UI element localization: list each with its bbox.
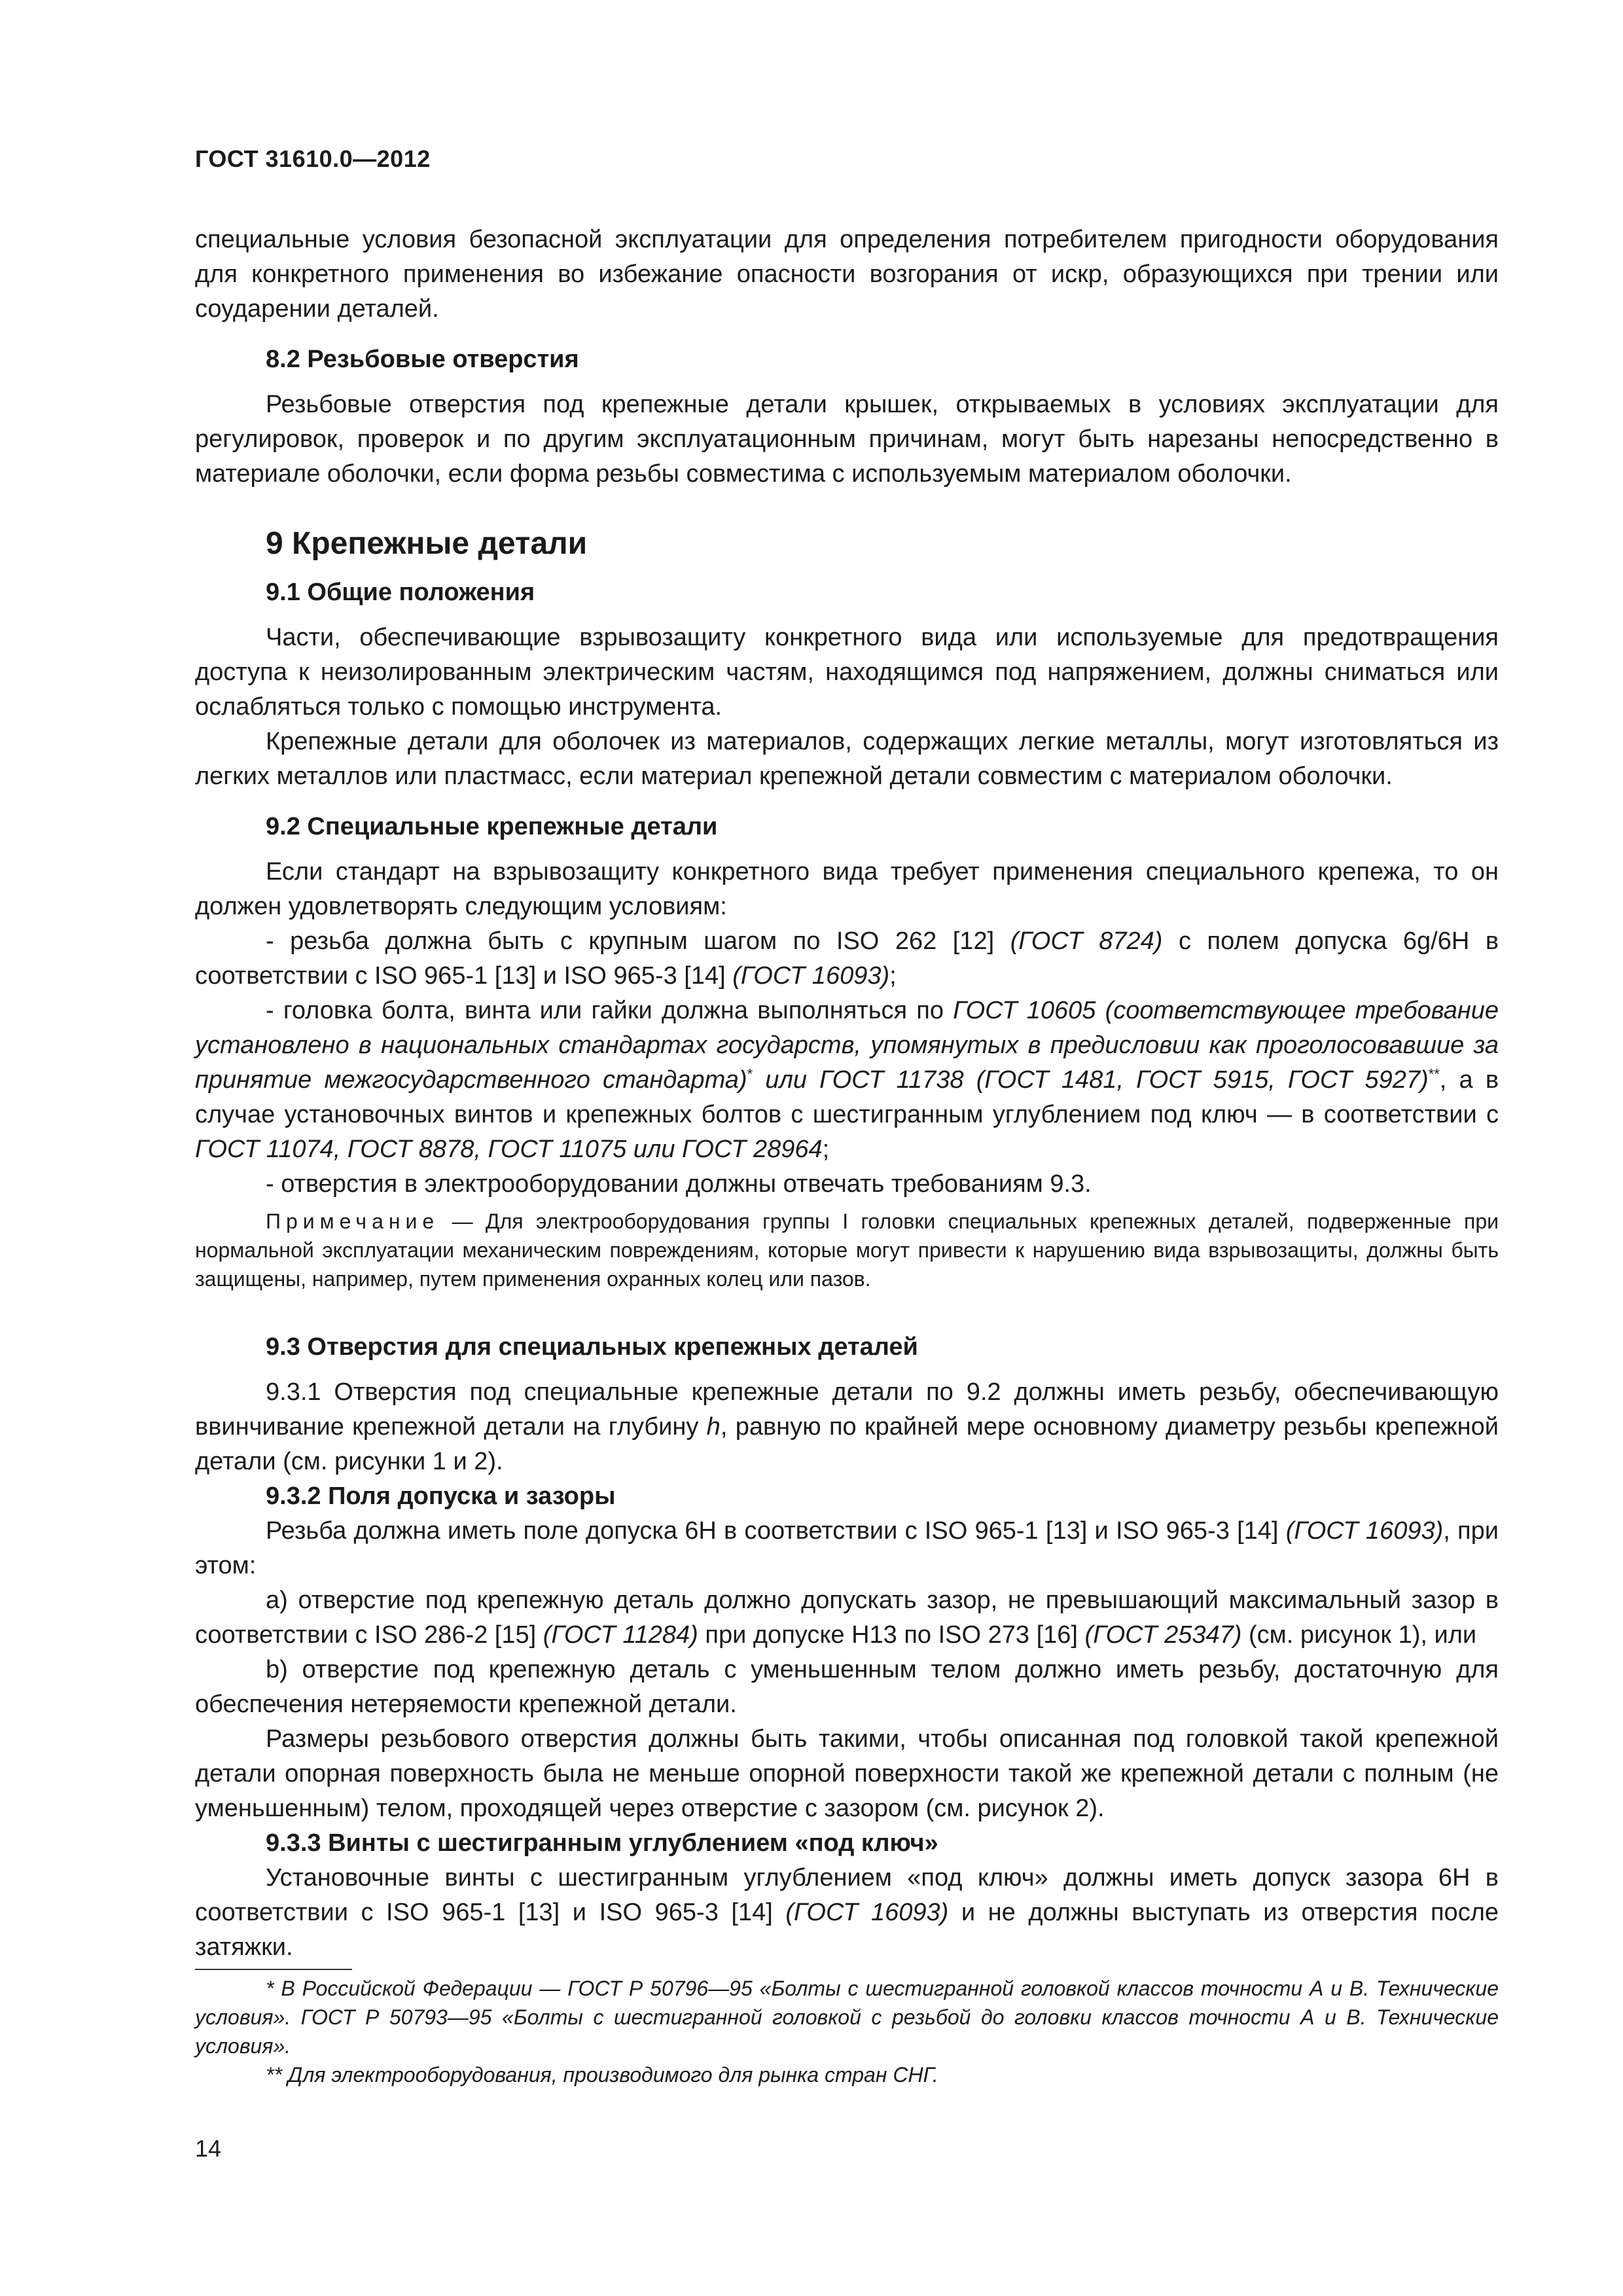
- section-9-3-2-heading: 9.3.2 Поля допуска и зазоры: [266, 1482, 616, 1510]
- section-9-1-paragraph-2: Крепежные детали для оболочек из материалов, содержащих легкие металлы, могут изготовляться из легких металлов или пластмасс, если материал крепежной детали совместим с материалом оболочки.: [195, 728, 1499, 790]
- intro-paragraph: специальные условия безопасной эксплуатации для определения потребителем пригодности оборудования для конкретного применения во избежание опасности возгорания от искр, образующихся при трении или соударении деталей.: [195, 226, 1499, 323]
- section-9-3-1-paragraph: 9.3.1 Отверстия под специальные крепежные детали по 9.2 должны иметь резьбу, обеспечивающую ввинчивание крепежной детали на глубину h, равную по крайней мере основному диаметру резьбы крепежной детали (см. рисунки 1 и 2).: [195, 1378, 1499, 1475]
- section-9-2-heading: 9.2 Специальные крепежные детали: [266, 813, 718, 840]
- section-9-2-paragraph: Если стандарт на взрывозащиту конкретного вида требует применения специального крепежа, то он должен удовлетворять следующим условиям:: [195, 858, 1499, 920]
- section-9-3-2-paragraph: Резьба должна иметь поле допуска 6H в соответствии с ISO 965-1 [13] и ISO 965-3 [14] (ГОСТ 16093), при этом:: [195, 1517, 1499, 1579]
- footnote-1: * В Российской Федерации — ГОСТ Р 50796—95 «Болты с шестигранной головкой классов точности А и В. Технические условия». ГОСТ Р 50793—95 «Болты с шестигранной головкой с резьбой до головки классов точности А и В. Технические условия».: [195, 1977, 1499, 2058]
- section-8-2-heading: 8.2 Резьбовые отверстия: [266, 346, 579, 373]
- section-9-3-2-item-a: а) отверстие под крепежную деталь должно допускать зазор, не превышающий максимальный зазор в соответствии с ISO 286-2 [15] (ГОСТ 11284) при допуске H13 по ISO 273 [16] (ГОСТ 25347) (см. рисунок 1), или: [195, 1587, 1499, 1649]
- section-9-2-note: Примечание — Для электрооборудования группы I головки специальных крепежных деталей, подверженные при нормальной эксплуатации механическим повреждениям, которые могут привести к нарушению вида взрывозащиты, должны быть защищены, например, путем применения охранных колец или пазов.: [195, 1210, 1499, 1291]
- document-header: ГОСТ 31610.0—2012: [195, 145, 431, 172]
- section-8-2-text: Резьбовые отверстия под крепежные детали крышек, открываемых в условиях эксплуатации для регулировок, проверок и по другим эксплуатационным причинам, могут быть нарезаны непосредственно в материале оболочки, если форма резьбы совместима с используемым материалом оболочки.: [195, 391, 1499, 488]
- section-9-2-item-1: - резьба должна быть с крупным шагом по ISO 262 [12] (ГОСТ 8724) с полем допуска 6g/6H в соответствии с ISO 965-1 [13] и ISO 965-3 [14] (ГОСТ 16093);: [195, 927, 1499, 990]
- section-9-1-paragraph-1: Части, обеспечивающие взрывозащиту конкретного вида или используемые для предотвращения доступа к неизолированным электрическим частям, находящимся под напряжением, должны сниматься или ослабляться только с помощью инструмента.: [195, 624, 1499, 721]
- section-9-3-2-paragraph-sizes: Размеры резьбового отверстия должны быть такими, чтобы описанная под головкой такой крепежной детали опорная поверхность была не меньше опорной поверхности такой же крепежной детали с полным (не уменьшенным) телом, проходящей через отверстие с зазором (см. рисунок 2).: [195, 1725, 1499, 1822]
- page-number: 14: [195, 2135, 222, 2162]
- section-9-2-item-2: - головка болта, винта или гайки должна выполняться по ГОСТ 10605 (соответствующее требование установлено в национальных стандартах государств, упомянутых в предисловии как проголосовавшие за принятие межгосударственного стандарта)* или ГОСТ 11738 (ГОСТ 1481, ГОСТ 5915, ГОСТ 5927)**, а в случае установочных винтов и крепежных болтов с шестигранным углублением под ключ — в соответствии с ГОСТ 11074, ГОСТ 8878, ГОСТ 11075 или ГОСТ 28964;: [195, 997, 1499, 1163]
- document-body: [195, 223, 1499, 2089]
- footnote-separator: [195, 1969, 352, 1970]
- section-9-3-2-item-b: b) отверстие под крепежную деталь с уменьшенным телом должно иметь резьбу, достаточную для обеспечения нетеряемости крепежной детали.: [195, 1656, 1499, 1718]
- section-9-3-3-paragraph: Установочные винты с шестигранным углублением «под ключ» должны иметь допуск зазора 6H в соответствии с ISO 965-1 [13] и ISO 965-3 [14] (ГОСТ 16093) и не должны выступать из отверстия после затяжки.: [195, 1864, 1499, 1961]
- section-9-heading: 9 Крепежные детали: [266, 526, 588, 561]
- section-9-1-heading: 9.1 Общие положения: [266, 579, 535, 606]
- section-9-3-3-heading: 9.3.3 Винты с шестигранным углублением «под ключ»: [266, 1829, 938, 1857]
- section-9-2-item-3: - отверстия в электрооборудовании должны отвечать требованиям 9.3.: [266, 1170, 1092, 1198]
- section-9-3-heading: 9.3 Отверстия для специальных крепежных деталей: [266, 1333, 918, 1361]
- footnote-2: ** Для электрооборудования, производимого для рынка стран СНГ.: [266, 2063, 938, 2087]
